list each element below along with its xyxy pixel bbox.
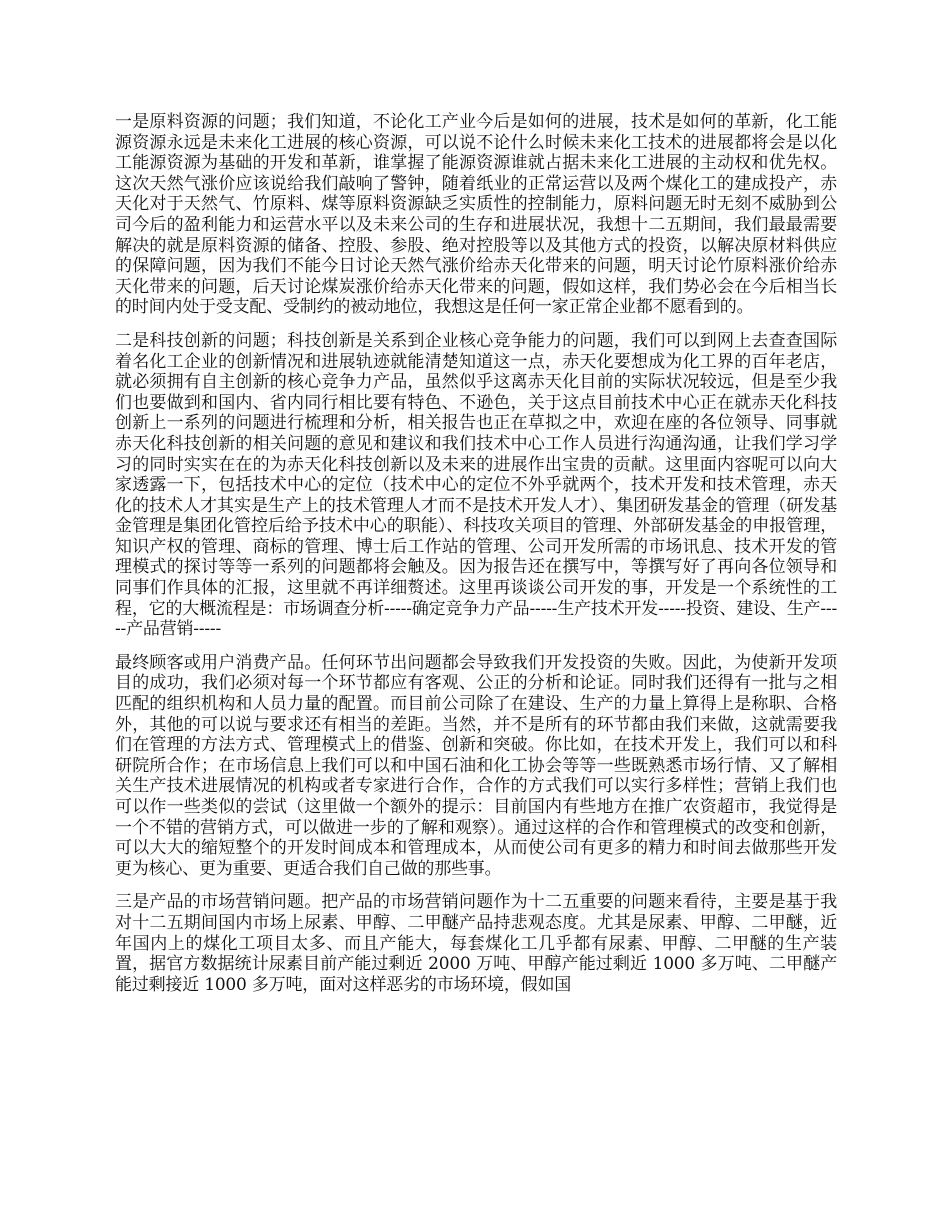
document-body [115, 112, 837, 1008]
paragraph-tech-innovation: 二是科技创新的问题；科技创新是关系到企业核心竞争能力的问题，我们可以到网上去查查国际着名化工企业的创新情况和进展轨迹就能清楚知道这一点，赤天化要想成为化工界的百年老店，就必须拥有自主创新的核心竞争力产品，虽然似乎这离赤天化目前的实际状况较远，但是至少我们也要做到和国内、省内同行相比要有特色、不逊色，关于这点目前技术中心正在就赤天化科技创新上一系列的问题进行梳理和分析，相关报告也正在草拟之中，欢迎在座的各位领导、同事就赤天化科技创新的相关问题的意见和建议和我们技术中心工作人员进行沟通沟通，让我们学习学习的同时实实在在的为赤天化科技创新以及未来的进展作出宝贵的贡献。这里面内容呢可以向大家透露一下，包括技术中心的定位（技术中心的定位不外乎就两个，技术开发和技术管理，赤天化的技术人才其实是生产上的技术管理人才而不是技术开发人才）、集团研发基金的管理（研发基金管理是集团化管控后给予技术中心的职能）、科技攻关项目的管理、外部研发基金的申报管理，知识产权的管理、商标的管理、博士后工作站的管理、公司开发所需的市场讯息、技术开发的管理模式的探讨等等一系列的问题都将会触及。因为报告还在撰写中，等撰写好了再向各位领导和同事们作具体的汇报，这里就不再详细赘述。这里再谈谈公司开发的事，开发是一个系统性的工程，它的大概流程是：市场调查分析-----确定竞争力产品-----生产技术开发-----投资、建设、生产-----产品营销----- [115, 330, 837, 640]
paragraph-marketing: 三是产品的市场营销问题。把产品的市场营销问题作为十二五重要的问题来看待，主要是基于我对十二五期间国内市场上尿素、甲醇、二甲醚产品持悲观态度。尤其是尿素、甲醇、二甲醚，近年国内上的煤化工项目太多、而且产能大，每套煤化工几乎都有尿素、甲醇、二甲醚的生产装置，据官方数据统计尿素目前产能过剩近 2000 万吨、甲醇产能过剩近 1000 多万吨、二甲醚产能过剩接近 1000 多万吨，面对这样恶劣的市场环境，假如国 [115, 892, 837, 995]
paragraph-raw-materials: 一是原料资源的问题；我们知道，不论化工产业今后是如何的进展，技术是如何的革新，化工能源资源永远是未来化工进展的核心资源，可以说不论什么时候未来化工技术的进展都将会是以化工能源资源为基础的开发和革新，谁掌握了能源资源谁就占据未来化工进展的主动权和优先权。这次天然气涨价应该说给我们敲响了警钟，随着纸业的正常运营以及两个煤化工的建成投产，赤天化对于天然气、竹原料、煤等原料资源缺乏实质性的控制能力，原料问题无时无刻不威胁到公司今后的盈利能力和运营水平以及未来公司的生存和进展状况，我想十二五期间，我们最最需要解决的就是原料资源的储备、控股、参股、绝对控股等以及其他方式的投资，以解决原材料供应的保障问题，因为我们不能今日讨论天然气涨价给赤天化带来的问题，明天讨论竹原料涨价给赤天化带来的问题，后天讨论煤炭涨价给赤天化带来的问题，假如这样，我们势必会在今后相当长的时间内处于受支配、受制约的被动地位，我想这是任何一家正常企业都不愿看到的。 [115, 112, 837, 318]
paragraph-development-cooperation: 最终顾客或用户消费产品。任何环节出问题都会导致我们开发投资的失败。因此，为使新开发项目的成功，我们必须对每一个环节都应有客观、公正的分析和论证。同时我们还得有一批与之相匹配的组织机构和人员力量的配置。而目前公司除了在建设、生产的力量上算得上是称职、合格外，其他的可以说与要求还有相当的差距。当然，并不是所有的环节都由我们来做，这就需要我们在管理的方法方式、管理模式上的借鉴、创新和突破。你比如，在技术开发上，我们可以和科研院所合作；在市场信息上我们可以和中国石油和化工协会等等一些既熟悉市场行情、又了解相关生产技术进展情况的机构或者专家进行合作，合作的方式我们可以实行多样性；营销上我们也可以作一些类似的尝试（这里做一个额外的提示：目前国内有些地方在推广农资超市，我觉得是一个不错的营销方式，可以做进一步的了解和观察）。通过这样的合作和管理模式的改变和创新，可以大大的缩短整个的开发时间成本和管理成本，从而使公司有更多的精力和时间去做那些开发更为核心、更为重要、更适合我们自己做的那些事。 [115, 652, 837, 879]
